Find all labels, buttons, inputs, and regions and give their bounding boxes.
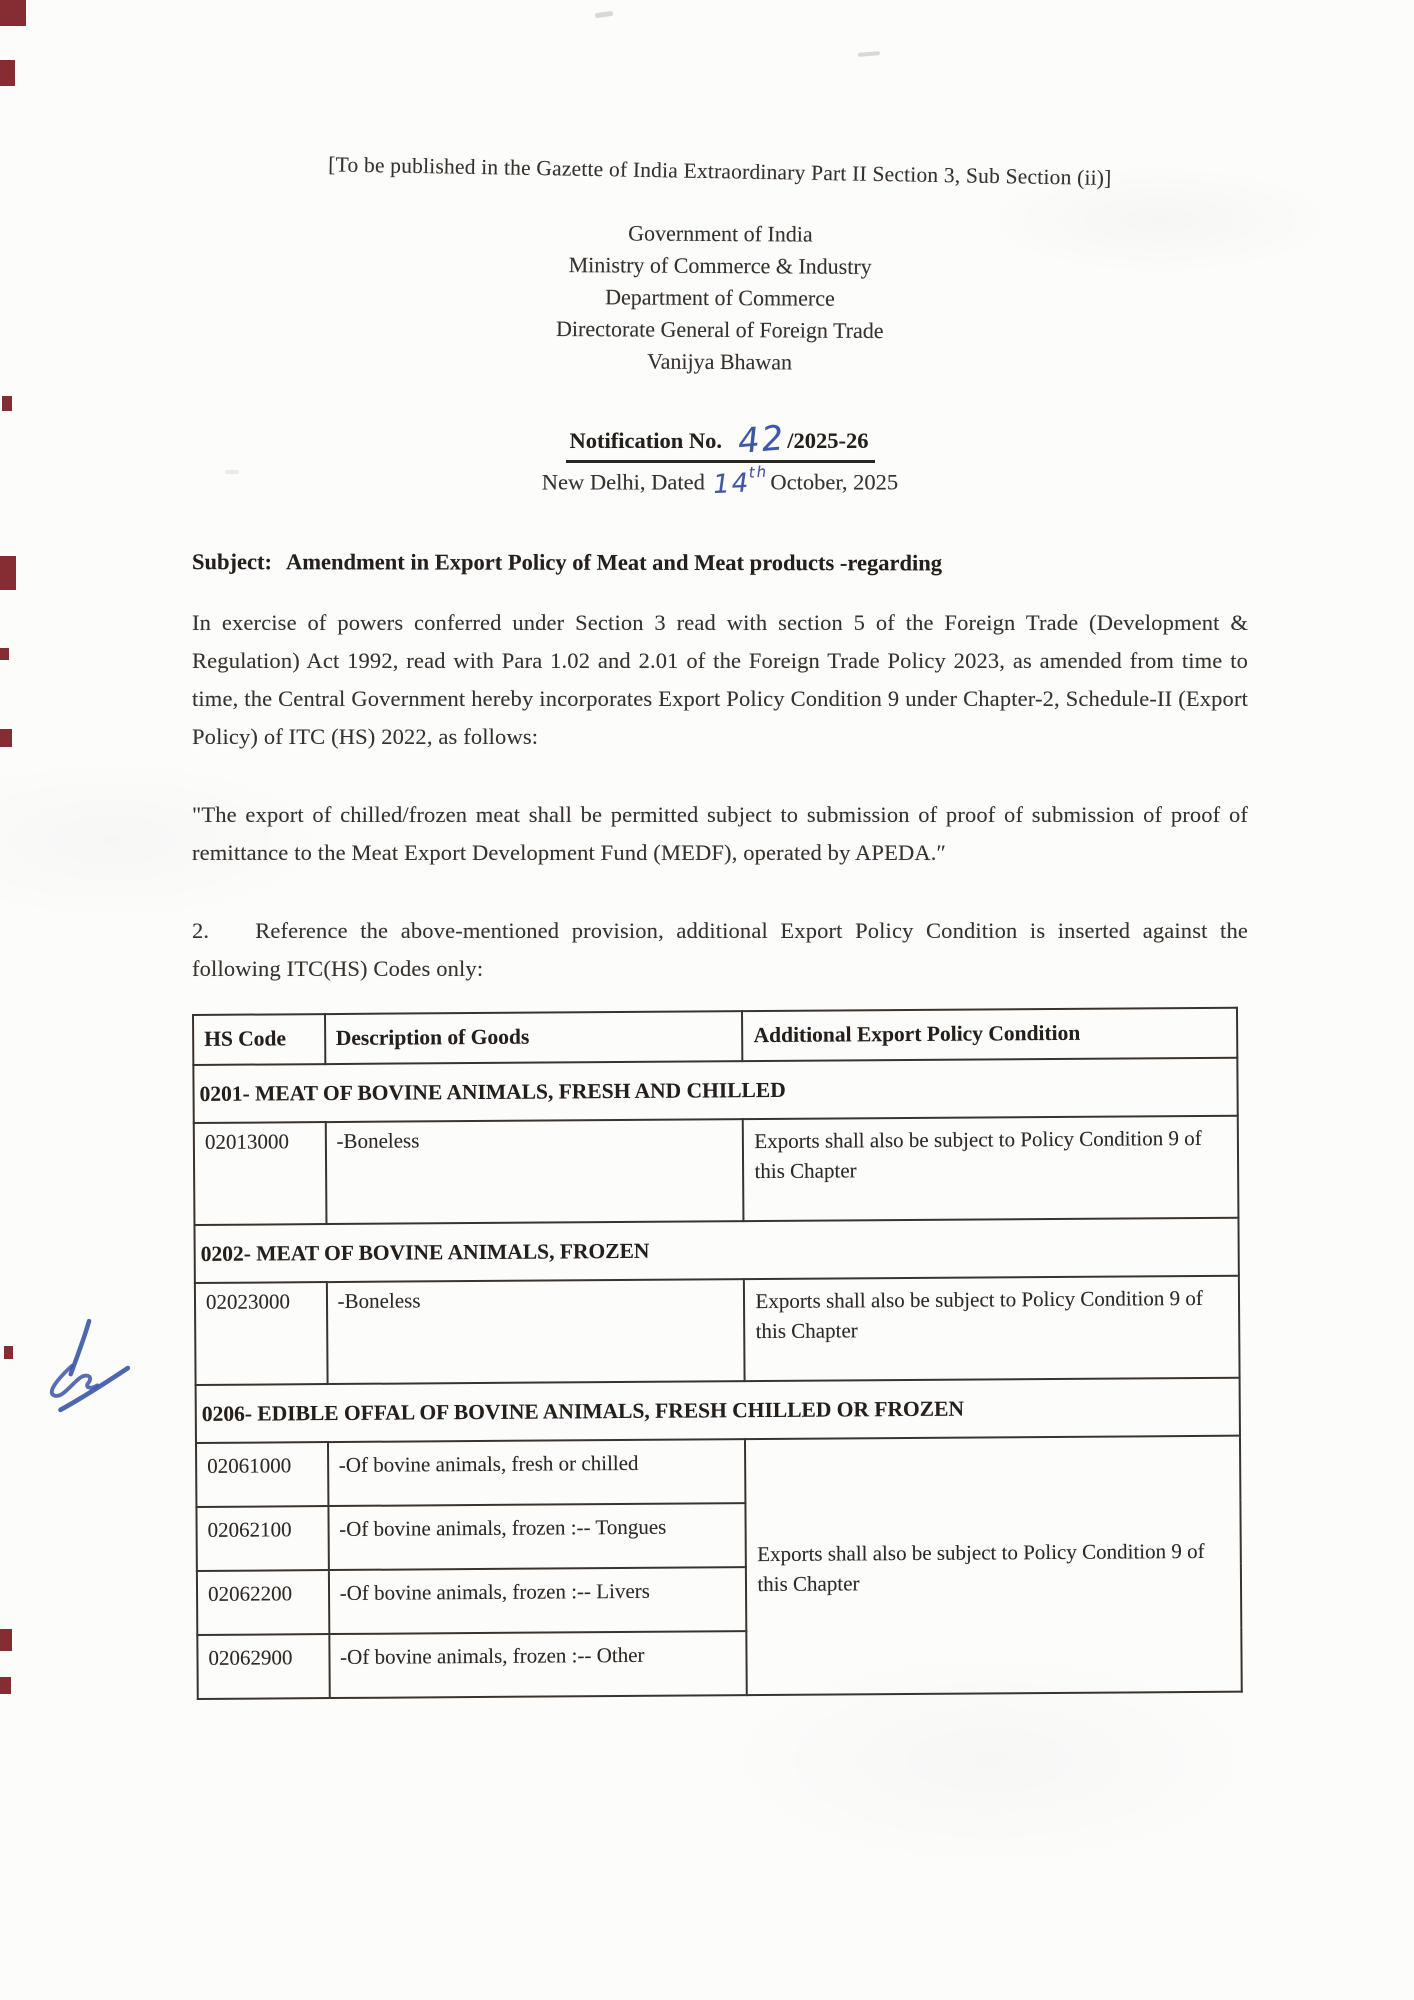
hs-code-cell: 02061000 xyxy=(196,1442,328,1507)
itc-hs-codes-table xyxy=(192,1006,1243,1699)
hs-code-cell: 02023000 xyxy=(195,1282,327,1385)
scan-artifact-mark xyxy=(0,0,26,26)
table-column-header: Description of Goods xyxy=(325,1011,743,1064)
table-section-title: 0201- MEAT OF BOVINE ANIMALS, FRESH AND CHILLED xyxy=(193,1057,1237,1122)
table-section-row xyxy=(194,1217,1238,1282)
hs-code-cell: 02062100 xyxy=(196,1506,328,1571)
description-cell: -Boneless xyxy=(326,1279,744,1384)
table-section-row xyxy=(193,1057,1237,1122)
notification-label: Notification No. xyxy=(569,428,722,453)
description-cell: -Of bovine animals, frozen :-- Tongues xyxy=(328,1503,746,1570)
hs-code-cell: 02062900 xyxy=(197,1634,329,1699)
paragraph-quoted-condition: "The export of chilled/frozen meat shall be permitted subject to submission of proof of submission of proof of remittance to the Meat Export Development Fund (MEDF), operated by APEDA.″ xyxy=(192,801,1248,865)
document-content xyxy=(192,148,1248,1700)
org-line-building: Vanijya Bhawan xyxy=(647,348,793,375)
notification-year-suffix: /2025-26 xyxy=(787,428,869,453)
paragraph-number: 2. xyxy=(192,917,210,943)
org-line-directorate: Directorate General of Foreign Trade xyxy=(555,315,884,343)
date-prefix: New Delhi, Dated xyxy=(541,469,705,495)
table-section-title: 0202- MEAT OF BOVINE ANIMALS, FROZEN xyxy=(194,1217,1238,1282)
subject-label: Subject: xyxy=(191,548,273,574)
description-cell: -Of bovine animals, frozen :-- Livers xyxy=(329,1567,747,1634)
description-cell: -Of bovine animals, fresh or chilled xyxy=(328,1439,746,1506)
scan-artifact-mark xyxy=(2,396,12,411)
table-section-title: 0206- EDIBLE OFFAL OF BOVINE ANIMALS, FRESH CHILLED OR FROZEN xyxy=(196,1377,1240,1442)
hs-code-cell: 02062200 xyxy=(197,1570,329,1635)
scan-smudge xyxy=(595,11,614,18)
org-line-department: Department of Commerce xyxy=(605,284,835,311)
scan-artifact-mark xyxy=(0,60,15,86)
hs-code-cell: 02013000 xyxy=(194,1122,326,1225)
org-line-government: Government of India xyxy=(628,220,813,247)
subject-text: Amendment in Export Policy of Meat and Meat products -regarding xyxy=(285,548,943,576)
handwritten-signature-scribble xyxy=(40,1315,132,1417)
paragraph-reference-text: Reference the above-mentioned provision, additional Export Policy Condition is inserted against the following ITC(HS) Codes only: xyxy=(192,917,1248,981)
scan-artifact-mark xyxy=(4,1346,13,1359)
table-column-header: HS Code xyxy=(193,1014,325,1065)
handwritten-date: 14th xyxy=(712,462,769,501)
notification-date-line xyxy=(192,462,1248,501)
scan-artifact-mark xyxy=(0,1629,12,1651)
table-row xyxy=(196,1435,1240,1506)
policy-condition-cell: Exports shall also be subject to Policy Condition 9 of this Chapter xyxy=(745,1435,1241,1694)
subject-line xyxy=(192,547,1248,579)
table-row xyxy=(194,1115,1239,1224)
handwritten-notification-number: 42 xyxy=(736,418,787,462)
description-cell: -Of bovine animals, frozen :-- Other xyxy=(329,1631,747,1698)
letterhead-block xyxy=(192,215,1249,381)
table-column-header: Additional Export Policy Condition xyxy=(742,1007,1237,1060)
paragraph-reference xyxy=(192,912,1248,988)
paragraph-powers: In exercise of powers conferred under Section 3 read with section 5 of the Foreign Trade (Development & Regulation) Act 1992, read with Para 1.02 and 2.01 of the Foreign Trade Policy 2023, as amended from time to time, the Central Government hereby incorporates Export Policy Condition 9 under Chapter-2, Schedule-II (Export Policy) of ITC (HS) 2022, as follows: xyxy=(192,609,1248,749)
gazette-publication-line: [To be published in the Gazette of India Extraordinary Part II Section 3, Sub Section (ii)] xyxy=(328,152,1112,191)
policy-condition-cell: Exports shall also be subject to Policy Condition 9 of this Chapter xyxy=(744,1275,1239,1380)
scan-artifact-mark xyxy=(0,556,16,590)
description-cell: -Boneless xyxy=(325,1119,743,1224)
scan-artifact-mark xyxy=(0,648,9,660)
scan-artifact-mark xyxy=(0,1677,11,1694)
table-row xyxy=(195,1275,1240,1384)
date-suffix: October, 2025 xyxy=(770,469,899,495)
policy-condition-cell: Exports shall also be subject to Policy Condition 9 of this Chapter xyxy=(743,1115,1238,1220)
notification-number-line xyxy=(192,418,1248,463)
org-line-ministry: Ministry of Commerce & Industry xyxy=(568,252,872,279)
notification-heading-block xyxy=(192,418,1248,501)
scan-artifact-mark xyxy=(0,729,12,747)
table-section-row xyxy=(196,1377,1240,1442)
scan-smudge xyxy=(858,51,880,57)
